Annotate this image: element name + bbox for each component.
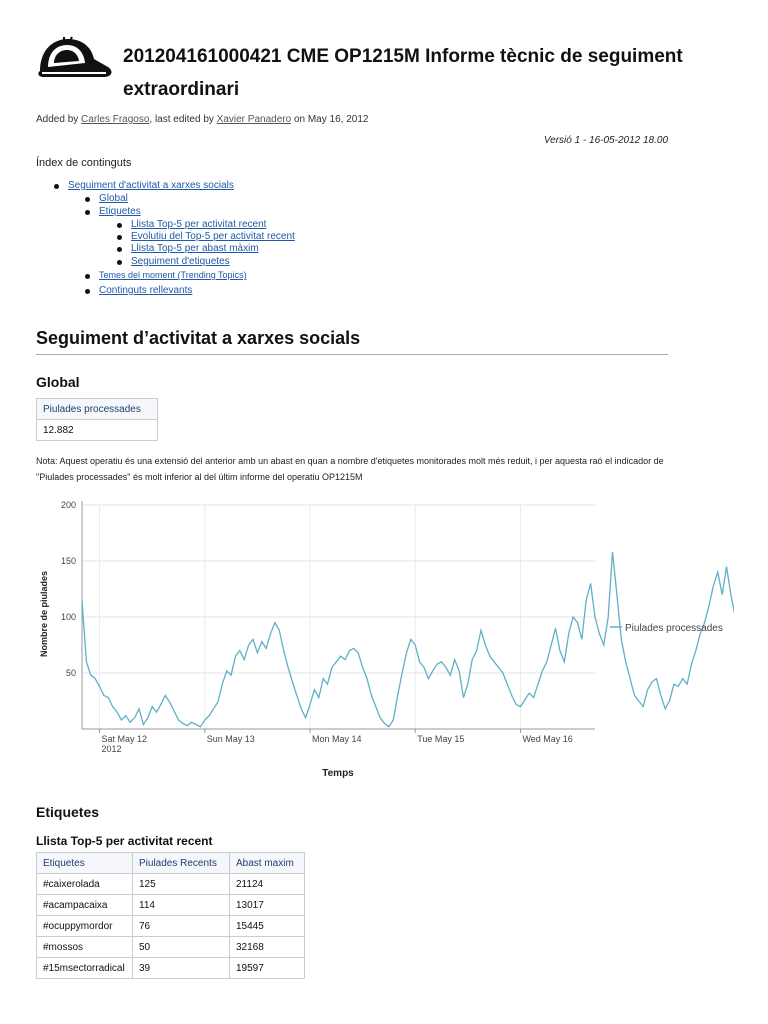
toc-link-top5-activitat[interactable] bbox=[131, 219, 266, 230]
series-line-piulades bbox=[82, 550, 734, 727]
toc-bullet bbox=[54, 184, 59, 189]
toc-link-label: Llista Top-5 per activitat recent bbox=[131, 219, 267, 230]
table-row bbox=[37, 874, 305, 895]
chart-x-ticks bbox=[100, 729, 573, 754]
x-tick-label: Tue May 15 bbox=[417, 734, 465, 744]
table-cell: 50 bbox=[133, 937, 230, 958]
toc-link-label: Global bbox=[99, 193, 128, 204]
x-tick-label: Wed May 16 bbox=[522, 734, 573, 744]
x-tick-year-label: 2012 bbox=[101, 744, 122, 754]
toc-link-label: Temes del moment (Trending Topics) bbox=[99, 270, 247, 280]
y-tick-label: 50 bbox=[65, 668, 76, 678]
table-cell: 12.882 bbox=[37, 420, 158, 441]
table-cell: 114 bbox=[133, 895, 230, 916]
table-cell: #ocuppymordor bbox=[37, 916, 133, 937]
table-cell: 39 bbox=[133, 958, 230, 979]
table-header-cell: Etiquetes bbox=[37, 853, 133, 874]
toc-link-continguts[interactable] bbox=[99, 285, 192, 296]
table-cell: 32168 bbox=[230, 937, 305, 958]
table-cell: 13017 bbox=[230, 895, 305, 916]
table-header-cell: Piulades Recents bbox=[133, 853, 230, 874]
helmet-logo-icon bbox=[34, 33, 116, 83]
toc-link-label: Evolutiu del Top-5 per activitat recent bbox=[131, 231, 295, 242]
toc-link-seguiment[interactable] bbox=[68, 180, 234, 191]
x-axis-label: Temps bbox=[322, 768, 354, 779]
table-row bbox=[37, 958, 305, 979]
legend-label: Piulades processades bbox=[625, 623, 723, 634]
table-cell: 76 bbox=[133, 916, 230, 937]
toc-bullet bbox=[117, 260, 122, 265]
top5-table bbox=[36, 852, 305, 979]
table-cell: #15msectorradical bbox=[37, 958, 133, 979]
y-tick-label: 200 bbox=[60, 500, 76, 510]
toc-bullet bbox=[117, 235, 122, 240]
global-table bbox=[36, 398, 158, 441]
toc-link-label: Continguts rellevants bbox=[99, 285, 193, 296]
toc-heading: Índex de continguts bbox=[36, 157, 132, 169]
activity-line-chart bbox=[34, 494, 734, 784]
chart-grid bbox=[82, 505, 595, 729]
table-header-cell: Piulades processades bbox=[37, 399, 158, 420]
toc-link-label: Llista Top-5 per abast màxim bbox=[131, 243, 259, 254]
toc-bullet bbox=[85, 289, 90, 294]
x-tick-label: Mon May 14 bbox=[312, 734, 362, 744]
toc-bullet bbox=[117, 223, 122, 228]
y-tick-label: 100 bbox=[60, 612, 76, 622]
toc-link-label: Seguiment d'etiquetes bbox=[131, 256, 230, 267]
y-axis-label: Nombre de piulades bbox=[39, 570, 49, 658]
added-by-label: Added by bbox=[36, 114, 79, 125]
page-title: 201204161000421 CME OP1215M Informe tècnic de seguiment extraordinari bbox=[123, 46, 683, 100]
toc-link-top5-abast[interactable] bbox=[131, 243, 259, 254]
note-line: "Piulades processades" és molt inferior al del últim informe del operatiu OP1215M bbox=[36, 472, 363, 482]
note-text bbox=[36, 453, 676, 485]
table-cell: 15445 bbox=[230, 916, 305, 937]
toc-link-seguiment-etiquetes[interactable] bbox=[131, 256, 230, 267]
toc-link-label: Etiquetes bbox=[99, 206, 141, 217]
toc-link-evolutiu-top5[interactable] bbox=[131, 231, 295, 242]
toc-link-trending[interactable] bbox=[99, 270, 247, 280]
toc-link-etiquetes[interactable] bbox=[99, 206, 141, 217]
section-heading-seguiment: Seguiment d’activitat a xarxes socials bbox=[36, 328, 668, 355]
toc-link-label: Seguiment d'activitat a xarxes socials bbox=[68, 180, 234, 191]
page-byline bbox=[36, 114, 368, 125]
table-cell: 19597 bbox=[230, 958, 305, 979]
edited-by-user-link[interactable]: Xavier Panadero bbox=[216, 114, 292, 125]
table-cell: #mossos bbox=[37, 937, 133, 958]
y-tick-label: 150 bbox=[60, 556, 76, 566]
toc-link-global[interactable] bbox=[99, 193, 128, 204]
edited-on-date: on May 16, 2012 bbox=[293, 114, 369, 125]
note-line: Nota: Aquest operatiu és una extensió del anterior amb un abast en quan a nombre d'etiquetes monitorades molt més reduit, i per aquesta raó el indicador de bbox=[36, 456, 664, 466]
etiquetes-heading: Etiquetes bbox=[36, 804, 100, 820]
toc-bullet bbox=[117, 247, 122, 252]
x-tick-label: Sat May 12 bbox=[101, 734, 148, 744]
version-text: Versió 1 - 16-05-2012 18.00 bbox=[543, 135, 668, 146]
global-heading: Global bbox=[36, 374, 80, 390]
chart-axes bbox=[82, 501, 595, 729]
toc-bullet bbox=[85, 210, 90, 215]
toc-bullet bbox=[85, 274, 90, 279]
table-row bbox=[37, 916, 305, 937]
table-cell: 125 bbox=[133, 874, 230, 895]
table-row bbox=[37, 895, 305, 916]
table-cell: #acampacaixa bbox=[37, 895, 133, 916]
added-by-user-link[interactable]: Carles Fragoso bbox=[81, 114, 150, 125]
edited-by-label: , last edited by bbox=[149, 114, 214, 125]
table-header-cell: Abast maxim bbox=[230, 853, 305, 874]
x-tick-label: Sun May 13 bbox=[206, 734, 255, 744]
chart-legend bbox=[610, 623, 723, 634]
table-row bbox=[37, 937, 305, 958]
toc-bullet bbox=[85, 197, 90, 202]
chart-y-ticks bbox=[61, 500, 76, 678]
table-cell: #caixerolada bbox=[37, 874, 133, 895]
top5-activitat-heading: Llista Top-5 per activitat recent bbox=[36, 834, 213, 848]
table-cell: 21124 bbox=[230, 874, 305, 895]
